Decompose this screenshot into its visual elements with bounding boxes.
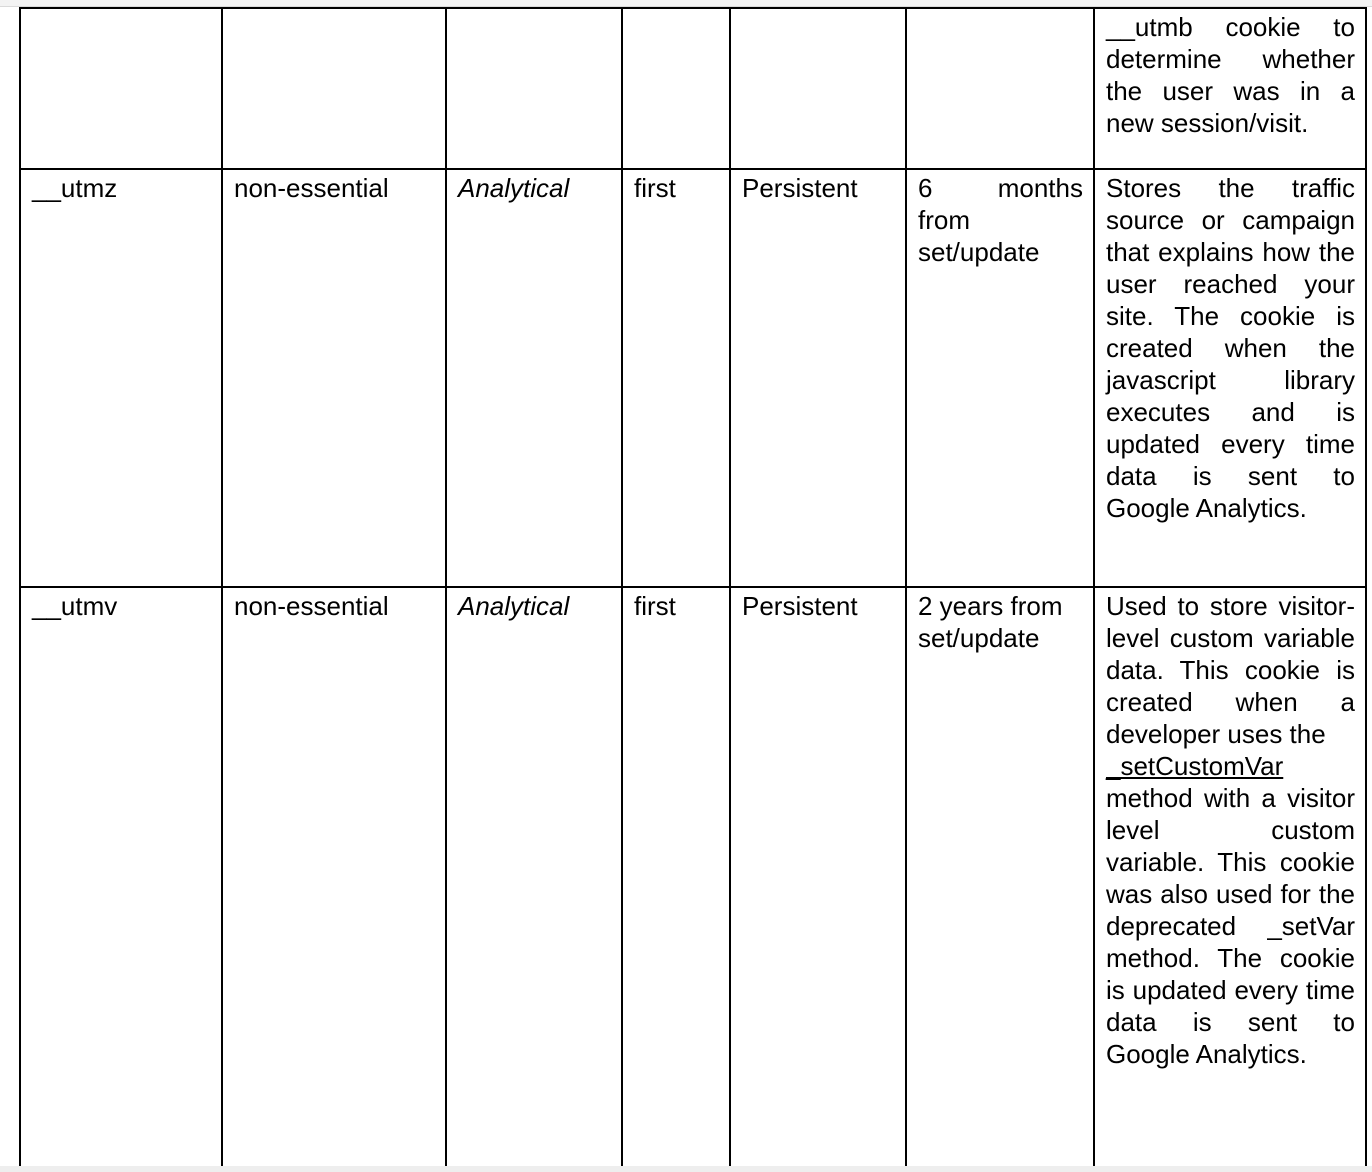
cookie-name-cell: __utmz <box>20 169 222 587</box>
party-cell: first <box>622 587 730 1167</box>
party-cell: first <box>622 169 730 587</box>
purpose-cell <box>446 8 622 169</box>
description-cell: __utmb cookie to determine whether the user was in a new session/visit. <box>1094 8 1366 169</box>
description-cell: Stores the traffic source or campaign that explains how the user reached your site. The cookie is created when the javascript library executes and is updated every time data is sent to Google Analytics. <box>1094 169 1366 587</box>
party-cell <box>622 8 730 169</box>
purpose-cell: Analytical <box>446 587 622 1167</box>
expiry-cell: 2 years from set/update <box>906 587 1094 1167</box>
description-text: method with a visitor level custom variable. This cookie was also used for the deprecated _setVar method. The cookie is updated every time data is sent to Google Analytics. <box>1106 783 1355 1069</box>
table-row <box>20 8 1366 169</box>
expiry-cell <box>906 8 1094 169</box>
cookie-name-cell <box>20 8 222 169</box>
expiry-cell: 6 months from set/update <box>906 169 1094 587</box>
necessity-cell: non-essential <box>222 169 446 587</box>
table-row <box>20 587 1366 1167</box>
necessity-cell <box>222 8 446 169</box>
type-cell: Persistent <box>730 169 906 587</box>
description-text: Used to store visitor-level custom variable data. This cookie is created when a developer uses the <box>1106 591 1355 749</box>
cookie-name-cell: __utmv <box>20 587 222 1167</box>
purpose-cell: Analytical <box>446 169 622 587</box>
cookie-table <box>19 7 1367 1168</box>
necessity-cell: non-essential <box>222 587 446 1167</box>
description-cell <box>1094 587 1366 1167</box>
type-cell: Persistent <box>730 587 906 1167</box>
setcustomvar-link[interactable]: _setCustomVar <box>1106 751 1284 781</box>
page-bottom-edge <box>0 1166 1372 1172</box>
type-cell <box>730 8 906 169</box>
table-row <box>20 169 1366 587</box>
previous-page-edge <box>0 0 1372 7</box>
